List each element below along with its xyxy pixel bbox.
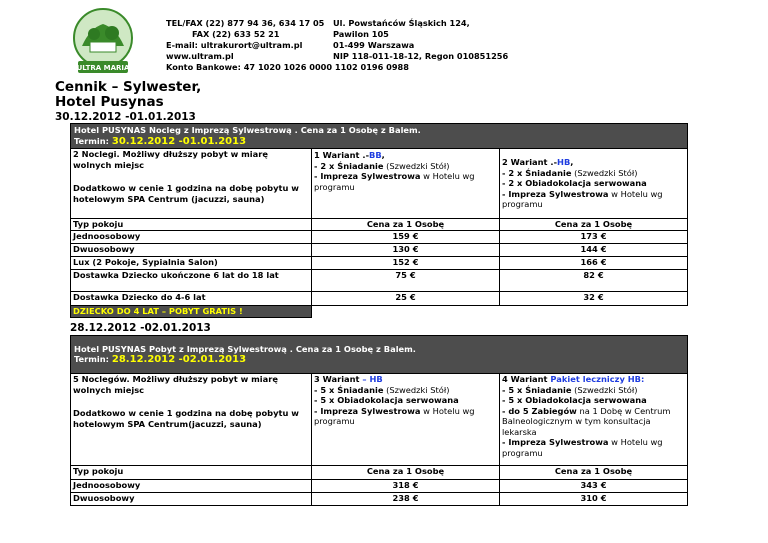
price: 144 € — [500, 244, 688, 257]
ultra-maria-logo — [70, 8, 136, 78]
room-type: Lux (2 Pokoje, Sypialnia Salon) — [71, 257, 312, 270]
variant-1-cell — [312, 149, 500, 219]
v4-line-4: - Impreza Sylwestrowa — [502, 437, 609, 447]
room-type: Jednoosobowy — [71, 480, 312, 493]
term-label: Termin: — [74, 135, 112, 146]
v2-line-1: - 2 x Śniadanie — [502, 167, 572, 178]
variant-2-cell — [500, 149, 688, 219]
nights-info: 5 Noclegów. Możliwy dłuższy pobyt w miarę wolnych miejsc — [73, 374, 278, 395]
v3-line-1-note: (Szwedzki Stół) — [383, 384, 450, 395]
table-row — [71, 493, 688, 506]
section2-date: 28.12.2012 -02.01.2013 — [70, 322, 211, 334]
title-line-2: Hotel Pusynas — [55, 94, 164, 110]
section1-band — [71, 124, 688, 149]
table-row — [71, 257, 688, 270]
variant-2-code: HB — [557, 157, 571, 168]
price: 159 € — [312, 231, 500, 244]
room-type: Dostawka Dziecko do 4-6 lat — [71, 292, 312, 306]
v3-line-1: - 5 x Śniadanie — [314, 384, 384, 395]
price: 318 € — [312, 480, 500, 493]
section1-description — [71, 149, 312, 219]
v3-line-2: - 5 x Obiadokolacja serwowana — [314, 395, 459, 405]
variant-4-cell — [500, 374, 688, 466]
col-room-type: Typ pokoju — [71, 466, 312, 480]
section2-band-text: Hotel PUSYNAS Pobyt z Imprezą Sylwestrową . Cena za 1 Osobę z Balem. — [74, 343, 416, 354]
price-table-2 — [70, 335, 688, 506]
price: 32 € — [500, 292, 688, 306]
section1-date: 30.12.2012 -01.01.2013 — [55, 111, 196, 123]
v1-line-2: - Impreza Sylwestrowa — [314, 171, 421, 181]
email-line: E-mail: ultrakurort@ultram.pl — [166, 40, 303, 50]
v4-line-1: - 5 x Śniadanie — [502, 384, 572, 395]
variant-1-code: BB — [369, 150, 382, 160]
price: 173 € — [500, 231, 688, 244]
table-row — [71, 292, 688, 306]
v3-line-3: - Impreza Sylwestrowa — [314, 405, 421, 416]
spa-info: Dodatkowo w cenie 1 godzina na dobę pobytu w hotelowym SPA Centrum(jacuzzi, sauna) — [73, 408, 299, 429]
room-type: Dwuosobowy — [71, 244, 312, 257]
price: 130 € — [312, 244, 500, 257]
nip-line: NIP 118-011-18-12, Regon 010851256 — [333, 51, 509, 61]
v4-line-1-note: (Szwedzki Stół) — [571, 384, 638, 395]
v2-line-1-note: (Szwedzki Stół) — [571, 167, 638, 178]
room-type: Jednoosobowy — [71, 231, 312, 244]
pavilion-line: Pawilon 105 — [333, 29, 389, 39]
table-row — [71, 244, 688, 257]
price: 238 € — [312, 493, 500, 506]
city-line: 01-499 Warszawa — [333, 40, 415, 50]
v2-line-3: - Impreza Sylwestrowa — [502, 188, 609, 199]
section2-term: 28.12.2012 -02.01.2013 — [111, 354, 247, 365]
variant-3-title: 3 Wariant — [314, 374, 363, 384]
col-price-v4: Cena za 1 Osobę — [500, 466, 688, 480]
price-table-1 — [70, 123, 688, 318]
contact-right — [333, 18, 508, 62]
price: 343 € — [500, 480, 688, 493]
nights-info: 2 Noclegi. Możliwy dłuższy pobyt w miarę wolnych miejsc — [73, 149, 268, 170]
section2-description — [71, 374, 312, 466]
contact-left — [166, 18, 324, 62]
v4-line-4-note: w Hotelu wg programu — [502, 437, 663, 458]
price: 166 € — [500, 257, 688, 270]
street-line: Ul. Powstańców Śląskich 124, — [333, 18, 470, 28]
col-price-v3: Cena za 1 Osobę — [312, 466, 500, 480]
v4-line-3-note: na 1 Dobę w Centrum Balneologicznym w tym konsultacja lekarska — [502, 405, 671, 437]
price: 25 € — [312, 292, 500, 306]
variant-3-cell — [312, 374, 500, 466]
v3-line-3-note: w Hotelu wg programu — [314, 405, 475, 426]
table-row — [71, 270, 688, 292]
title-line-1: Cennik – Sylwester, — [55, 79, 202, 95]
fax-line: FAX (22) 633 52 21 — [192, 29, 280, 39]
bank-account: Konto Bankowe: 47 1020 1026 0000 1102 0196 0988 — [166, 62, 409, 72]
v4-line-3: - do 5 Zabiegów — [502, 405, 577, 416]
term-label: Termin: — [74, 354, 112, 364]
page-title — [55, 80, 201, 110]
price: 152 € — [312, 257, 500, 270]
col-room-type: Typ pokoju — [71, 219, 312, 231]
v1-line-2-note: w Hotelu wg programu — [314, 171, 475, 192]
room-type: Dostawka Dziecko ukończone 6 lat do 18 lat — [71, 270, 312, 292]
section1-term: 30.12.2012 -01.01.2013 — [111, 135, 247, 147]
variant-4-code: Pakiet leczniczy HB: — [550, 374, 645, 384]
table-row — [71, 231, 688, 244]
variant-3-code: – HB — [362, 374, 383, 384]
table-row — [71, 480, 688, 493]
variant-4-title: 4 Wariant — [502, 374, 551, 384]
promo-banner: DZIECKO DO 4 LAT – POBYT GRATIS ! — [71, 306, 312, 318]
col-price-v1: Cena za 1 Osobę — [312, 219, 500, 231]
logo-text: ULTRA MARIA — [76, 64, 130, 72]
website-line: www.ultram.pl — [166, 51, 234, 61]
room-type: Dwuosobowy — [71, 493, 312, 506]
price: 82 € — [500, 270, 688, 292]
col-price-v2: Cena za 1 Osobę — [500, 219, 688, 231]
variant-1-tail: , — [381, 150, 385, 160]
price: 75 € — [312, 270, 500, 292]
v2-line-2: - 2 x Obiadokolacja serwowana — [502, 178, 647, 189]
v2-line-3-note: w Hotelu wg programu — [502, 188, 663, 210]
section1-band-text: Hotel PUSYNAS Nocleg z Imprezą Sylwestrową . Cena za 1 Osobę z Balem. — [74, 125, 421, 135]
v1-line-1: - 2 x Śniadanie — [314, 160, 384, 171]
price: 310 € — [500, 493, 688, 506]
v4-line-2: - 5 x Obiadokolacja serwowana — [502, 395, 647, 405]
v1-line-1-note: (Szwedzki Stół) — [383, 160, 450, 171]
variant-2-title: 2 Wariant .- — [502, 157, 558, 168]
phone-line: TEL/FAX (22) 877 94 36, 634 17 05 — [166, 18, 325, 28]
variant-1-title: 1 Wariant .- — [314, 150, 370, 160]
variant-2-tail: , — [570, 157, 574, 168]
section2-band — [71, 336, 688, 374]
spa-info: Dodatkowo w cenie 1 godzina na dobę pobytu w hotelowym SPA Centrum (jacuzzi, sauna) — [73, 183, 299, 204]
